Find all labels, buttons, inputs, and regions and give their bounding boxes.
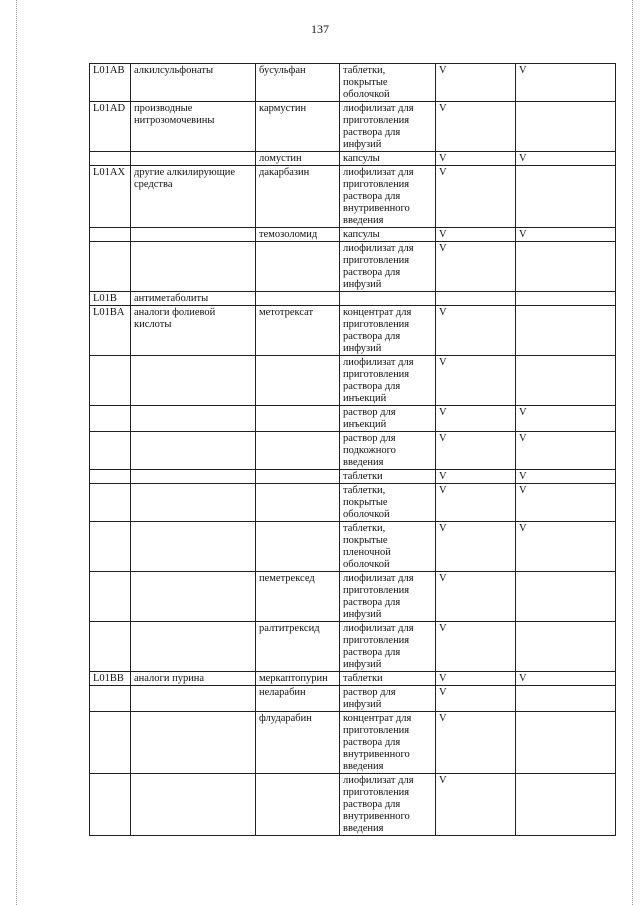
table-row xyxy=(90,470,616,484)
page-number: 137 xyxy=(311,22,329,36)
dosage-form: капсулы xyxy=(340,152,436,166)
pharm-group xyxy=(131,432,256,470)
mark-1: V xyxy=(436,672,516,686)
pharm-group: алкилсульфонаты xyxy=(131,64,256,102)
table-row xyxy=(90,484,616,522)
drug-name: меркаптопурин xyxy=(256,672,340,686)
mark-2: V xyxy=(516,432,616,470)
drug-name xyxy=(256,242,340,292)
dosage-form: капсулы xyxy=(340,228,436,242)
drug-name: метотрексат xyxy=(256,306,340,356)
table-row xyxy=(90,774,616,836)
mark-1: V xyxy=(436,622,516,672)
dosage-form: концентрат для приготовления раствора для внутривенного введения xyxy=(340,712,436,774)
dosage-form: раствор для инфузий xyxy=(340,686,436,712)
scan-edge-left xyxy=(16,0,18,905)
drug-name: ломустин xyxy=(256,152,340,166)
atc-code: L01BB xyxy=(90,672,131,686)
mark-2 xyxy=(516,622,616,672)
mark-2: V xyxy=(516,484,616,522)
pharm-group xyxy=(131,712,256,774)
drug-name xyxy=(256,432,340,470)
drug-table xyxy=(89,63,616,836)
table-row xyxy=(90,102,616,152)
table-row xyxy=(90,686,616,712)
atc-code xyxy=(90,152,131,166)
dosage-form: концентрат для приготовления раствора для инфузий xyxy=(340,306,436,356)
mark-2: V xyxy=(516,152,616,166)
atc-code xyxy=(90,484,131,522)
atc-code xyxy=(90,470,131,484)
dosage-form: лиофилизат для приготовления раствора для внутривенного введения xyxy=(340,774,436,836)
atc-code xyxy=(90,622,131,672)
mark-2 xyxy=(516,356,616,406)
table-row xyxy=(90,432,616,470)
dosage-form: таблетки xyxy=(340,672,436,686)
pharm-group xyxy=(131,152,256,166)
drug-name xyxy=(256,522,340,572)
pharm-group xyxy=(131,406,256,432)
pharm-group xyxy=(131,356,256,406)
table-row xyxy=(90,152,616,166)
drug-name: неларабин xyxy=(256,686,340,712)
dosage-form: таблетки, покрытые пленочной оболочкой xyxy=(340,522,436,572)
atc-code: L01AX xyxy=(90,166,131,228)
dosage-form: таблетки xyxy=(340,470,436,484)
mark-2 xyxy=(516,686,616,712)
atc-code xyxy=(90,774,131,836)
mark-2 xyxy=(516,572,616,622)
drug-name xyxy=(256,292,340,306)
dosage-form xyxy=(340,292,436,306)
mark-1: V xyxy=(436,572,516,622)
dosage-form: лиофилизат для приготовления раствора для внутривенного введения xyxy=(340,166,436,228)
dosage-form: таблетки, покрытые оболочкой xyxy=(340,484,436,522)
mark-1: V xyxy=(436,152,516,166)
dosage-form: раствор для инъекций xyxy=(340,406,436,432)
atc-code: L01B xyxy=(90,292,131,306)
mark-1 xyxy=(436,292,516,306)
mark-2 xyxy=(516,306,616,356)
dosage-form: лиофилизат для приготовления раствора для инфузий xyxy=(340,572,436,622)
atc-code xyxy=(90,406,131,432)
mark-2 xyxy=(516,712,616,774)
mark-1: V xyxy=(436,102,516,152)
mark-2 xyxy=(516,242,616,292)
mark-2 xyxy=(516,166,616,228)
drug-name xyxy=(256,356,340,406)
table-row xyxy=(90,242,616,292)
pharm-group xyxy=(131,228,256,242)
drug-name: темозоломид xyxy=(256,228,340,242)
table-row xyxy=(90,64,616,102)
mark-1: V xyxy=(436,356,516,406)
pharm-group xyxy=(131,622,256,672)
pharm-group: аналоги фолиевой кислоты xyxy=(131,306,256,356)
drug-name: пеметрексед xyxy=(256,572,340,622)
table-row xyxy=(90,292,616,306)
dosage-form: лиофилизат для приготовления раствора для инъекций xyxy=(340,356,436,406)
pharm-group: другие алкилирующие средства xyxy=(131,166,256,228)
atc-code xyxy=(90,228,131,242)
pharm-group xyxy=(131,484,256,522)
mark-1: V xyxy=(436,64,516,102)
atc-code xyxy=(90,686,131,712)
table-row xyxy=(90,572,616,622)
mark-1: V xyxy=(436,522,516,572)
drug-name: дакарбазин xyxy=(256,166,340,228)
pharm-group: антиметаболиты xyxy=(131,292,256,306)
atc-code xyxy=(90,356,131,406)
table-row xyxy=(90,622,616,672)
mark-2: V xyxy=(516,228,616,242)
drug-name xyxy=(256,406,340,432)
mark-1: V xyxy=(436,470,516,484)
mark-1: V xyxy=(436,484,516,522)
mark-2: V xyxy=(516,522,616,572)
table-row xyxy=(90,166,616,228)
mark-2: V xyxy=(516,406,616,432)
atc-code xyxy=(90,432,131,470)
mark-2: V xyxy=(516,672,616,686)
dosage-form: таблетки, покрытые оболочкой xyxy=(340,64,436,102)
pharm-group: аналоги пурина xyxy=(131,672,256,686)
table-row xyxy=(90,712,616,774)
dosage-form: раствор для подкожного введения xyxy=(340,432,436,470)
table-row xyxy=(90,522,616,572)
drug-name: флударабин xyxy=(256,712,340,774)
atc-code xyxy=(90,242,131,292)
drug-name xyxy=(256,470,340,484)
mark-1: V xyxy=(436,242,516,292)
atc-code xyxy=(90,522,131,572)
drug-name xyxy=(256,484,340,522)
table-row xyxy=(90,228,616,242)
pharm-group xyxy=(131,522,256,572)
mark-2: V xyxy=(516,64,616,102)
atc-code: L01AB xyxy=(90,64,131,102)
drug-name: бусульфан xyxy=(256,64,340,102)
drug-name: кармустин xyxy=(256,102,340,152)
mark-1: V xyxy=(436,406,516,432)
dosage-form: лиофилизат для приготовления раствора для инфузий xyxy=(340,622,436,672)
table-row xyxy=(90,406,616,432)
table-row xyxy=(90,356,616,406)
pharm-group xyxy=(131,572,256,622)
pharm-group xyxy=(131,774,256,836)
mark-2: V xyxy=(516,470,616,484)
drug-name: ралтитрексид xyxy=(256,622,340,672)
mark-1: V xyxy=(436,686,516,712)
table-row xyxy=(90,306,616,356)
mark-1: V xyxy=(436,712,516,774)
mark-1: V xyxy=(436,306,516,356)
mark-1: V xyxy=(436,228,516,242)
mark-1: V xyxy=(436,774,516,836)
mark-2 xyxy=(516,292,616,306)
dosage-form: лиофилизат для приготовления раствора для инфузий xyxy=(340,242,436,292)
atc-code: L01BA xyxy=(90,306,131,356)
pharm-group: производные нитрозомочевины xyxy=(131,102,256,152)
scan-edge-right xyxy=(632,0,634,905)
dosage-form: лиофилизат для приготовления раствора для инфузий xyxy=(340,102,436,152)
pharm-group xyxy=(131,686,256,712)
mark-1: V xyxy=(436,432,516,470)
mark-2 xyxy=(516,774,616,836)
pharm-group xyxy=(131,470,256,484)
atc-code: L01AD xyxy=(90,102,131,152)
mark-1: V xyxy=(436,166,516,228)
table-row xyxy=(90,672,616,686)
drug-name xyxy=(256,774,340,836)
mark-2 xyxy=(516,102,616,152)
atc-code xyxy=(90,572,131,622)
pharm-group xyxy=(131,242,256,292)
atc-code xyxy=(90,712,131,774)
